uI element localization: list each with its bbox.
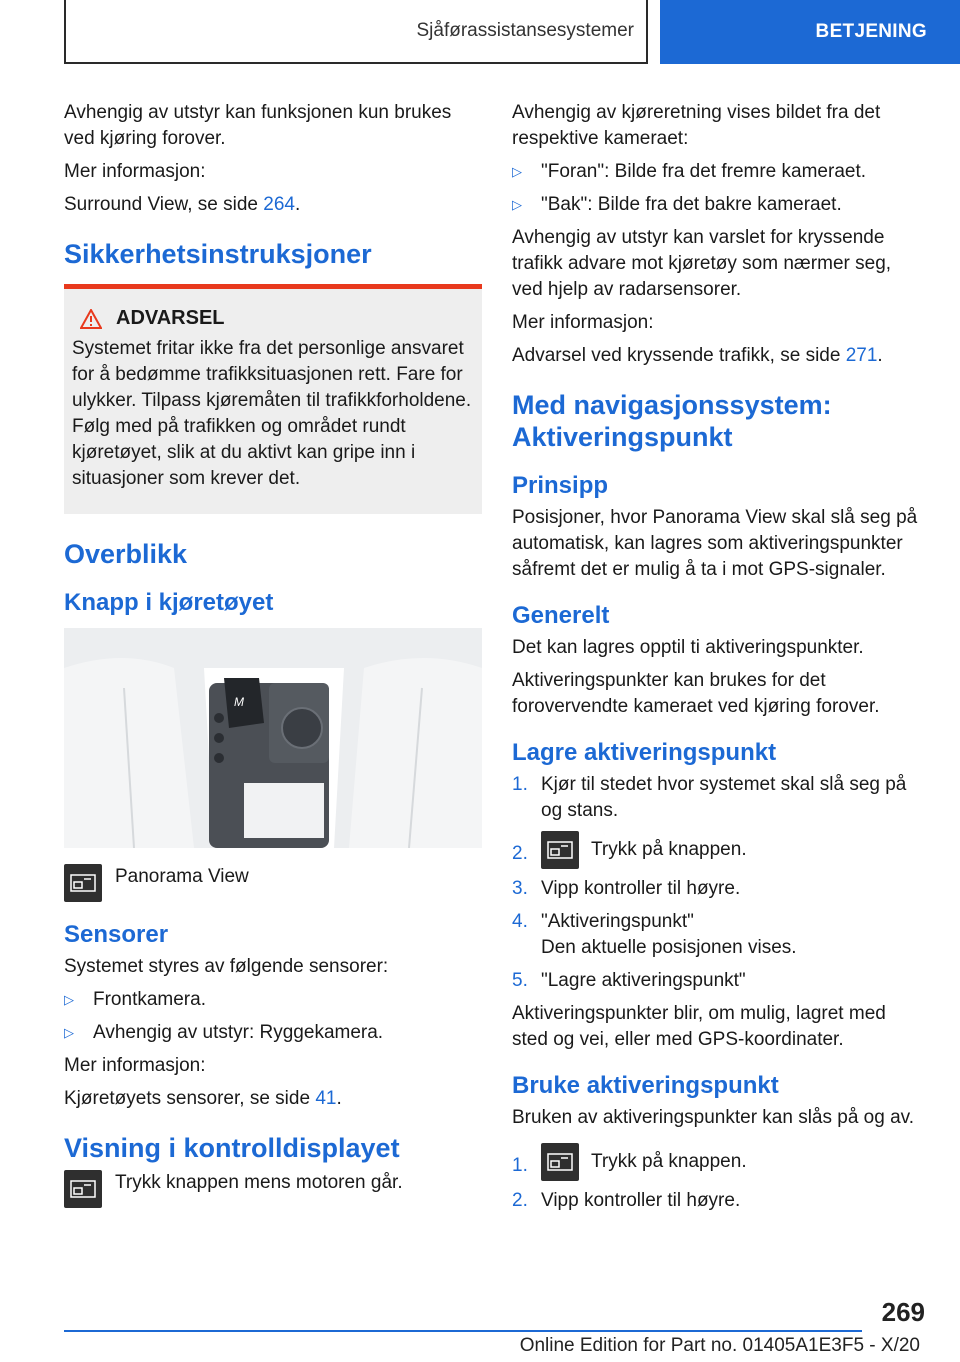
icon-caption-row	[64, 864, 482, 902]
footer-divider	[64, 1330, 862, 1332]
page-link[interactable]: 264	[263, 194, 295, 215]
paragraph: Posisjoner, hvor Panorama View skal slå seg på automatisk, kan lagres som aktiveringspunkter såfremt det er mulig å ta i mot GPS-signaler.	[512, 507, 918, 580]
footer-edition: Online Edition for Part no. 01405A1E3F5 - X/20	[519, 1335, 920, 1356]
list-item: ▷ "Foran": Bilde fra det fremre kameraet.	[512, 159, 922, 185]
paragraph: Aktiveringspunkter kan brukes for det forovervendte kameraet ved kjøring forover.	[512, 670, 880, 717]
paragraph: Bruken av aktiveringspunkter kan slås på og av.	[512, 1107, 915, 1128]
heading-safety: Sikkerhetsinstruksjoner	[64, 239, 372, 269]
paragraph: Avhengig av utstyr kan funksjonen kun brukes ved kjøring forover.	[64, 102, 452, 149]
triangle-bullet-icon: ▷	[512, 164, 522, 179]
list-item: 5. "Lagre aktiveringspunkt"	[512, 970, 746, 991]
heading-button: Knapp i kjøretøyet	[64, 589, 274, 616]
panorama-view-button-icon	[541, 1143, 579, 1181]
triangle-bullet-icon: ▷	[64, 992, 74, 1007]
panorama-view-button-icon	[64, 864, 102, 902]
list-item: ▷ "Bak": Bilde fra det bakre kameraet.	[512, 192, 922, 218]
heading-display: Visning i kontrolldisplayet	[64, 1133, 400, 1163]
heading-sensors: Sensorer	[64, 921, 169, 948]
icon-caption-row	[64, 1170, 482, 1208]
svg-text:M: M	[234, 695, 244, 709]
use-steps	[512, 1143, 922, 1214]
panorama-view-button-icon	[64, 1170, 102, 1208]
paragraph: Systemet styres av følgende sensorer:	[64, 956, 389, 977]
warning-triangle-icon	[80, 309, 102, 329]
paragraph: Avhengig av kjøreretning vises bildet fra det respektive kameraet:	[512, 102, 881, 149]
warning-title-text: ADVARSEL	[116, 307, 225, 329]
center-console-image	[64, 628, 482, 848]
warning-text: Systemet fritar ikke fra det personlige ansvaret for å bedømme trafikksituasjonen rett. Fare for ulykker. Tilpass kjøremåten til trafikkforholdene. Følg med på trafikken og området rundt kjøretøyet, slik at du aktivt kan gripe inn i situasjoner som krever det.	[72, 338, 472, 489]
list-item: 2. Trykk på knappen.	[512, 831, 922, 869]
header-section	[64, 0, 648, 64]
page-number: 269	[881, 1297, 925, 1327]
heading-use: Bruke aktiveringspunkt	[512, 1072, 779, 1099]
paragraph: Mer informasjon:	[64, 161, 206, 182]
page-link[interactable]: 41	[315, 1088, 337, 1109]
console-photo	[64, 628, 482, 848]
list-item: ▷ Avhengig av utstyr: Ryggekamera.	[64, 1020, 482, 1046]
heading-save: Lagre aktiveringspunkt	[512, 739, 777, 766]
list-item: ▷ Frontkamera.	[64, 987, 482, 1013]
paragraph: Mer informasjon:	[512, 312, 654, 333]
paragraph: Avhengig av utstyr kan varslet for kryssende trafikk advare mot kjøretøy som nærmer seg, ved hjelp av radarsensorer.	[512, 227, 892, 300]
list-item: 2. Vipp kontroller til høyre.	[512, 1190, 741, 1211]
paragraph: Kjøretøyets sensorer, se side 41.	[64, 1088, 342, 1109]
camera-list	[512, 159, 922, 218]
heading-general: Generelt	[512, 602, 610, 629]
header-chapter-title: BETJENING	[815, 21, 927, 42]
warning-title	[72, 307, 474, 330]
paragraph: Det kan lagres opptil ti aktiveringspunkter.	[512, 637, 864, 658]
paragraph: Advarsel ved kryssende trafikk, se side 271.	[512, 345, 883, 366]
sensor-list	[64, 987, 482, 1046]
right-column	[512, 100, 922, 1221]
header-chapter	[660, 0, 960, 64]
triangle-bullet-icon: ▷	[512, 197, 522, 212]
warning-box	[64, 284, 482, 514]
paragraph: Mer informasjon:	[64, 1055, 206, 1076]
list-item: 1. Trykk på knappen.	[512, 1143, 922, 1181]
paragraph: Aktiveringspunkter blir, om mulig, lagret med sted og vei, eller med GPS-koordinater.	[512, 1003, 886, 1050]
save-steps	[512, 772, 922, 994]
ref-text: Surround View, se side	[64, 194, 264, 215]
heading-overview: Overblikk	[64, 539, 188, 569]
header-section-title: Sjåførassistansesystemer	[416, 20, 634, 41]
list-item: 3. Vipp kontroller til høyre.	[512, 878, 741, 899]
heading-nav: Med navigasjonssystem: Aktiveringspunkt	[512, 390, 832, 452]
display-instruction: Trykk knappen mens motoren går.	[115, 1172, 403, 1193]
heading-principle: Prinsipp	[512, 472, 609, 499]
list-item: 1. Kjør til stedet hvor systemet skal slå seg på og stans.	[512, 774, 907, 821]
icon-caption: Panorama View	[115, 866, 249, 887]
left-column	[64, 100, 482, 1208]
paragraph: Surround View, se side 264.	[64, 194, 301, 215]
page-link[interactable]: 271	[845, 345, 878, 366]
panorama-view-button-icon	[541, 831, 579, 869]
list-item: 4. "Aktiveringspunkt" Den aktuelle posisjonen vises.	[512, 911, 797, 958]
triangle-bullet-icon: ▷	[64, 1025, 74, 1040]
